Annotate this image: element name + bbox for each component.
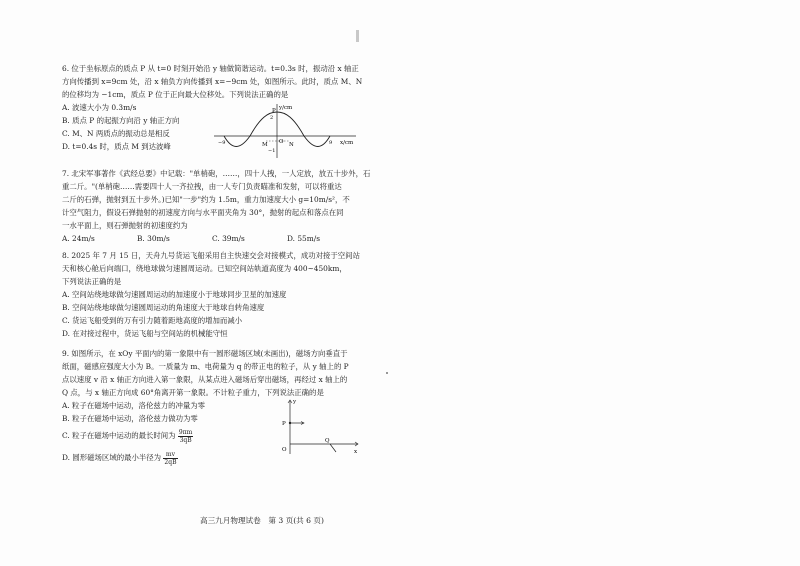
- q9-stem-line: 纸面，磁感应强度大小为 B。一质量为 m、电荷量为 q 的带正电的粒子，从 y 轴上的 P: [62, 362, 349, 371]
- q9-stem-line: 点以速度 v 沿 x 轴正方向进入第一象限，从某点进入磁场后穿出磁场，再经过 x 轴上的: [62, 375, 348, 384]
- q6-wave-figure: [210, 100, 360, 162]
- scan-dot: [386, 372, 388, 374]
- q7-option-b: B. 30m/s: [137, 234, 170, 243]
- q9-option-c-fraction: [178, 429, 193, 444]
- q-label: Q: [325, 438, 330, 444]
- tick-minus1-label: −1: [268, 148, 276, 154]
- tick-9-label: 9: [329, 140, 333, 146]
- q6-stem-line: 6. 位于坐标原点的质点 P 从 t=0 时刻开始沿 y 轴做简谐运动。t=0.3s 时，振动沿 x 轴正: [62, 64, 359, 73]
- q7-stem-line: 二斤的石弹，抛射到五十步外。)已知"一步"约为 1.5m，重力加速度大小 g=10m/s²，不: [62, 195, 350, 204]
- tick-minus9-label: −9: [218, 140, 226, 146]
- x-axis-label: x/cm: [340, 140, 354, 146]
- q8-stem-line: 天和核心舱后向端口，绕地球做匀速圆周运动。已知空间站轨道高度为 400~450km，: [62, 264, 347, 273]
- q9-option-d-text: D. 圆形磁场区域的最小半径为: [62, 453, 162, 462]
- q7-stem-line: 重二斤。"(单梢砲……需要四十人一齐拉拽，由一人专门负责瞄准和发射，可以将重达: [62, 182, 342, 191]
- x-label: x: [354, 449, 358, 455]
- q9-option-a: A. 粒子在磁场中运动，洛伦兹力的冲量为零: [62, 401, 206, 410]
- point-n-label: N: [289, 142, 294, 148]
- q7-stem-line: 7. 北宋军事著作《武经总要》中记载："单梢砲，……，四十人拽，一人定放，放五十步外，石: [62, 169, 371, 178]
- q7-option-a: A. 24m/s: [62, 234, 95, 243]
- q6-option-c: C. M、N 两质点的振动总是相反: [62, 129, 170, 138]
- scan-mark: [356, 30, 359, 42]
- q7-stem-line: 一水平面上，则石弹抛射的初速度约为: [62, 221, 188, 230]
- q7-option-d: D. 55m/s: [287, 234, 321, 243]
- q8-stem-line: 8. 2025 年 7 月 15 日，天舟九号货运飞船采用自主快速交会对接模式，成功对接于空间站: [62, 251, 360, 260]
- q8-option-a: A. 空间站绕地球做匀速圆周运动的加速度小于地球同步卫星的加速度: [62, 290, 287, 299]
- q8-option-b: B. 空间站绕地球做匀速圆周运动的角速度大于地球自转角速度: [62, 303, 265, 312]
- q9-option-d-fraction: [163, 451, 177, 466]
- q7-stem-line: 计空气阻力，假设石弹抛射的初速度方向与水平面夹角为 30°，抛射的起点和落点在同: [62, 208, 344, 217]
- point-m-label: M: [262, 142, 268, 148]
- p-label: P: [282, 421, 286, 427]
- q9-option-c-text: C. 粒子在磁场中运动的最长时间为: [62, 431, 176, 440]
- q6-option-b: B. 质点 P 的起振方向沿 y 轴正方向: [62, 116, 180, 125]
- fraction-numerator: 9πm: [178, 428, 193, 436]
- y-axis-label: y/cm: [279, 105, 293, 111]
- q6-option-d: D. t=0.4s 时，质点 M 到达波峰: [62, 142, 171, 151]
- q7-option-c: C. 39m/s: [212, 234, 245, 243]
- q9-stem-line: Q 点，与 x 轴正方向成 60°角离开第一象限。不计粒子重力，下列说法正确的是: [62, 388, 324, 397]
- q6-stem-line: 的位移均为 −1cm，质点 P 位于正向最大位移处。下列说法正确的是: [62, 90, 289, 99]
- q9-stem-line: 9. 如图所示，在 xOy 平面内的第一象限中有一圆形磁场区域(未画出)，磁场方向垂直于: [62, 349, 348, 358]
- q9-coordinate-figure: [278, 396, 362, 458]
- q8-option-d: D. 在对接过程中，货运飞船与空间站的机械能守恒: [62, 329, 228, 338]
- exit-velocity-line: [330, 444, 336, 452]
- origin-label: O: [279, 139, 284, 145]
- q7-options-row: [62, 232, 362, 245]
- origin-label: O: [282, 447, 287, 453]
- q9-option-b: B. 粒子在磁场中运动，洛伦兹力做功为零: [62, 414, 198, 423]
- y-label: y: [293, 399, 297, 405]
- q6-stem-line: 方向传播到 x=9cm 处，沿 x 轴负方向传播到 x=−9cm 处，如图所示。此时，质点 M、N: [62, 77, 363, 86]
- question-8: [62, 249, 362, 340]
- q8-stem-line: 下列说法正确的是: [62, 277, 122, 286]
- tick-2-label: 2: [270, 115, 274, 121]
- question-7: [62, 167, 371, 245]
- q8-option-c: C. 货运飞船受到的万有引力随着距地高度的增加而减小: [62, 316, 243, 325]
- q6-option-a: A. 波速大小为 0.3m/s: [62, 103, 137, 112]
- fraction-denominator: 3qB: [179, 436, 192, 444]
- fraction-denominator: 2qB: [164, 458, 177, 466]
- fraction-numerator: mv: [163, 451, 177, 459]
- page-footer: 高三九月物理试卷 第 3 页(共 6 页): [200, 516, 324, 525]
- point-p-label: P: [272, 108, 276, 114]
